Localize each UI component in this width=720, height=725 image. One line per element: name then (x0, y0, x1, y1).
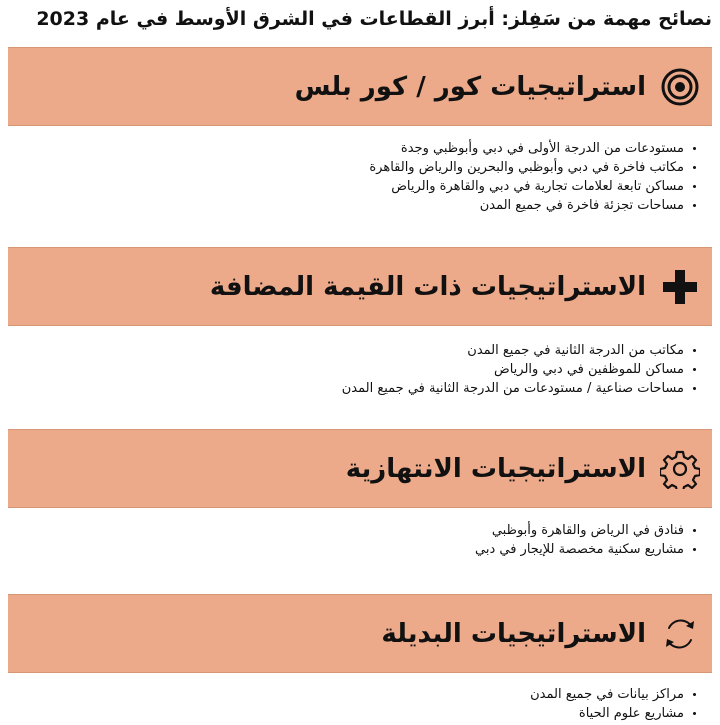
list-item: مكاتب من الدرجة الثانية في جميع المدن (8, 341, 696, 360)
section-header-opportunistic (8, 429, 712, 508)
bullet-list (8, 521, 696, 559)
section-alternative-strategies (8, 594, 712, 721)
section-core-strategies (8, 47, 712, 213)
section-opportunistic-strategies (8, 429, 712, 557)
cycle-arrows-icon (660, 614, 700, 654)
list-item: مساكن للموظفين في دبي والرياض (8, 360, 696, 379)
section-header-value-add (8, 247, 712, 326)
section-heading: الاستراتيجيات ذات القيمة المضافة (209, 271, 646, 302)
section-heading: الاستراتيجيات البديلة (381, 618, 646, 649)
list-item: مكاتب فاخرة في دبي وأبوظبي والبحرين والرياض والقاهرة (8, 158, 696, 177)
section-header-core (8, 47, 712, 126)
list-item: مساحات صناعية / مستودعات من الدرجة الثانية في جميع المدن (8, 379, 696, 398)
gear-icon (660, 449, 700, 489)
section-heading: الاستراتيجيات الانتهازية (345, 453, 646, 484)
list-item: مستودعات من الدرجة الأولى في دبي وأبوظبي وجدة (8, 139, 696, 158)
plus-icon (660, 267, 700, 307)
list-item: مشاريع علوم الحياة (8, 704, 696, 723)
section-value-add-strategies (8, 247, 712, 396)
bullet-list (8, 341, 696, 398)
list-item: مشاريع سكنية مخصصة للإيجار في دبي (8, 540, 696, 559)
bullet-list (8, 685, 696, 723)
list-item: مراكز بيانات في جميع المدن (8, 685, 696, 704)
bullet-list (8, 139, 696, 215)
list-item: مساحات تجزئة فاخرة في جميع المدن (8, 196, 696, 215)
page-title: نصائح مهمة من سَفِلز: أبرز القطاعات في الشرق الأوسط في عام 2023 (36, 8, 712, 30)
target-icon (660, 67, 700, 107)
section-heading: استراتيجيات كور / كور بلس (294, 71, 646, 102)
list-item: مساكن تابعة لعلامات تجارية في دبي والقاهرة والرياض (8, 177, 696, 196)
section-header-alternative (8, 594, 712, 673)
list-item: فنادق في الرياض والقاهرة وأبوظبي (8, 521, 696, 540)
